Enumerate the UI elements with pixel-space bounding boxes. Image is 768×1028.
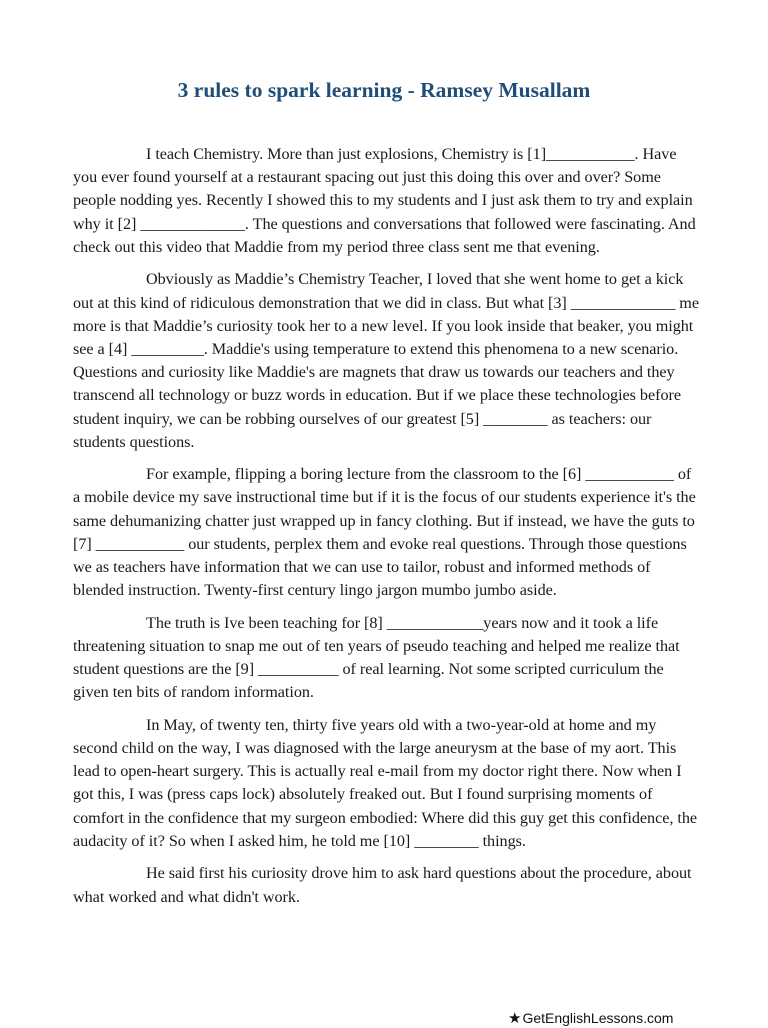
paragraph-6: He said first his curiosity drove him to ask hard questions about the procedure, about what worked and what didn't work. — [73, 864, 692, 906]
paragraph-1: I teach Chemistry. More than just explosions, Chemistry is [1]___________. Have you ever found yourself at a restaurant spacing out just this doing this over and over? Some people nodding yes. Recently I showed this to my students and I just ask them to try and explain why it [2] _____________. The questions and conversations that followed were fascinating. And check out this video that Maddie from my period three class sent me that evening. — [73, 145, 696, 256]
paragraph-2: Obviously as Maddie’s Chemistry Teacher, I loved that she went home to get a kick out at this kind of ridiculous demonstration that we did in class. But what [3] _____________ me more is that Maddie’s curiosity took her to a new level. If you look inside that beaker, you might see a [4] _________. Maddie's using temperature to extend this phenomena to a new scenario. Questions and curiosity like Maddie's are magnets that draw us towards our teachers and they transcend all technology or buzz words in education. But if we place these technologies before student inquiry, we can be robbing ourselves of our greatest [5] ________ as teachers: our students questions. — [73, 270, 699, 451]
paragraph-3: For example, flipping a boring lecture from the classroom to the [6] ___________ of a mobile device my save instructional time but if it is the focus of our students experience it's the same dehumanizing chatter just wrapped up in fancy clothing. But if instead, we have the guts to [7] ___________ our students, perplex them and evoke real questions. Through those questions we as teachers have information that we can use to tailor, robust and informed methods of blended instruction. Twenty-first century lingo jargon mumbo jumbo aside. — [73, 465, 696, 600]
footer-site-name: GetEnglishLessons.com — [522, 1010, 674, 1026]
page-title: 3 rules to spark learning - Ramsey Musallam — [177, 78, 591, 102]
paragraph-4: The truth is Ive been teaching for [8] ____________years now and it took a life threatening situation to snap me out of ten years of pseudo teaching and helped me realize that student questions are the [9] __________ of real learning. Not some scripted curriculum the given ten bits of random information. — [73, 613, 680, 702]
paragraph-5: In May, of twenty ten, thirty five years old with a two-year-old at home and my second child on the way, I was diagnosed with the large aneurysm at the base of my aort. This lead to open-heart surgery. This is actually real e-mail from my doctor right there. Now when I got this, I was (press caps lock) absolutely freaked out. But I found surprising moments of comfort in the confidence that my surgeon embodied: Where did this guy get this confidence, the audacity of it? So when I asked him, he told me [10] ________ things. — [73, 715, 697, 850]
document-body — [73, 143, 701, 918]
star-icon: ★ — [508, 1010, 522, 1027]
footer-watermark — [508, 1009, 673, 1028]
